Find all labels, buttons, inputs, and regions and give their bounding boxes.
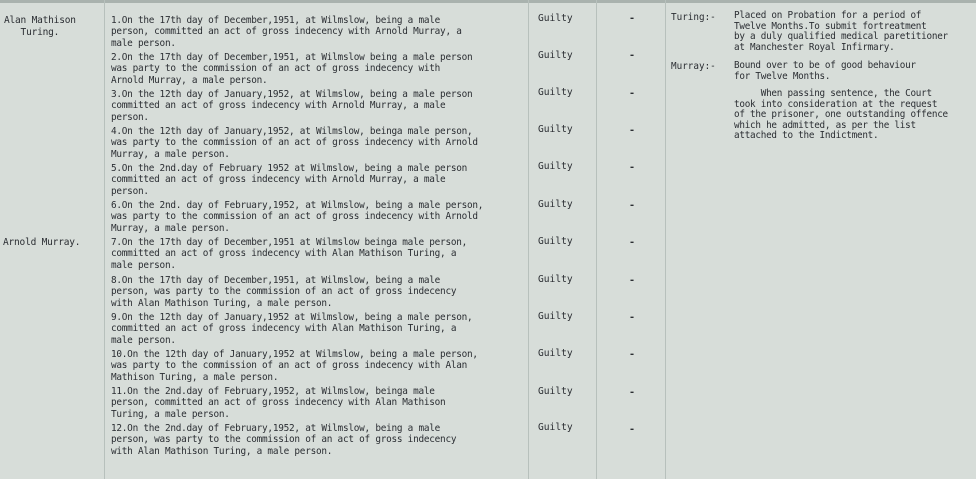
count-text: 5.On the 2nd.day of February 1952 at Wilmslow, being a male person committed an act of gross indecency with Arnold Murray, a male person.	[111, 163, 468, 197]
sentencing-note: When passing sentence, the Court took into consideration at the request of the prisoner, one outstanding offence which he admitted, as per the list attached to the Indictment.	[734, 88, 948, 141]
verdict-dash: -	[629, 312, 636, 323]
count-text: 1.On the 17th day of December,1951, at Wilmslow, being a male person, committed an act of gross indecency with Arnold Murray, a male person.	[111, 15, 462, 49]
column-divider	[104, 0, 105, 479]
count-text: 11.On the 2nd.day of February,1952, at Wilmslow, beinga male person, committed an act of gross indecency with Alan Mathison Turing, a male person.	[111, 386, 446, 420]
sentence-label-murray: Murray:-	[671, 61, 716, 72]
defendant-name-turing: Alan Mathison Turing.	[4, 15, 76, 38]
plea-value: Guilty	[538, 87, 573, 98]
plea-value: Guilty	[538, 348, 573, 359]
verdict-dash: -	[629, 424, 636, 435]
verdict-dash: -	[629, 13, 636, 24]
plea-value: Guilty	[538, 386, 573, 397]
defendant-name-murray: Arnold Murray.	[3, 237, 81, 248]
top-edge	[0, 0, 976, 3]
verdict-dash: -	[629, 275, 636, 286]
count-text: 8.On the 17th day of December,1951, at Wilmslow, being a male person, was party to the commission of an act of gross indecency with Alan Mathison Turing, a male person.	[111, 275, 457, 309]
verdict-dash: -	[629, 88, 636, 99]
sentence-text-murray: Bound over to be of good behaviour for Twelve Months.	[734, 60, 916, 82]
count-text: 7.On the 17th day of December,1951 at Wilmslow beinga male person, committed an act of gross indecency with Alan Mathison Turing, a male person.	[111, 237, 468, 271]
verdict-dash: -	[629, 200, 636, 211]
verdict-dash: -	[629, 387, 636, 398]
column-divider	[528, 0, 529, 479]
plea-value: Guilty	[538, 199, 573, 210]
count-text: 9.On the 12th day of January,1952 at Wilmslow, being a male person, committed an act of gross indecency with Alan Mathison Turing, a male person.	[111, 312, 473, 346]
verdict-dash: -	[629, 349, 636, 360]
plea-value: Guilty	[538, 236, 573, 247]
plea-value: Guilty	[538, 161, 573, 172]
verdict-dash: -	[629, 50, 636, 61]
column-divider	[665, 0, 666, 479]
plea-value: Guilty	[538, 274, 573, 285]
count-text: 10.On the 12th day of January,1952 at Wilmslow, being a male person, was party to the commission of an act of gross indecency with Alan Mathison Turing, a male person.	[111, 349, 478, 383]
plea-value: Guilty	[538, 422, 573, 433]
count-text: 6.On the 2nd. day of February,1952, at Wilmslow, being a male person, was party to the commission of an act of gross indecency with Arnold Murray, a male person.	[111, 200, 484, 234]
count-text: 3.On the 12th day of January,1952, at Wilmslow, being a male person committed an act of gross indecency with Arnold Murray, a male person.	[111, 89, 473, 123]
plea-value: Guilty	[538, 124, 573, 135]
verdict-dash: -	[629, 162, 636, 173]
plea-value: Guilty	[538, 311, 573, 322]
sentence-text-turing: Placed on Probation for a period of Twelve Months.To submit fortreatment by a duly qualified medical paretitioner at Manchester Royal Infirmary.	[734, 10, 948, 53]
column-divider	[596, 0, 597, 479]
plea-value: Guilty	[538, 50, 573, 61]
count-text: 12.On the 2nd.day of February,1952, at Wilmslow, being a male person, was party to the commission of an act of gross indecency with Alan Mathison Turing, a male person.	[111, 423, 457, 457]
count-text: 4.On the 12th day of January,1952, at Wilmslow, beinga male person, was party to the commission of an act of gross indecency with Arnold Murray, a male person.	[111, 126, 478, 160]
plea-value: Guilty	[538, 13, 573, 24]
count-text: 2.On the 17th day of December,1951, at Wilmslow being a male person was party to the commission of an act of gross indecency with Arnold Murray, a male person.	[111, 52, 473, 86]
sentence-label-turing: Turing:-	[671, 12, 716, 23]
verdict-dash: -	[629, 237, 636, 248]
verdict-dash: -	[629, 125, 636, 136]
